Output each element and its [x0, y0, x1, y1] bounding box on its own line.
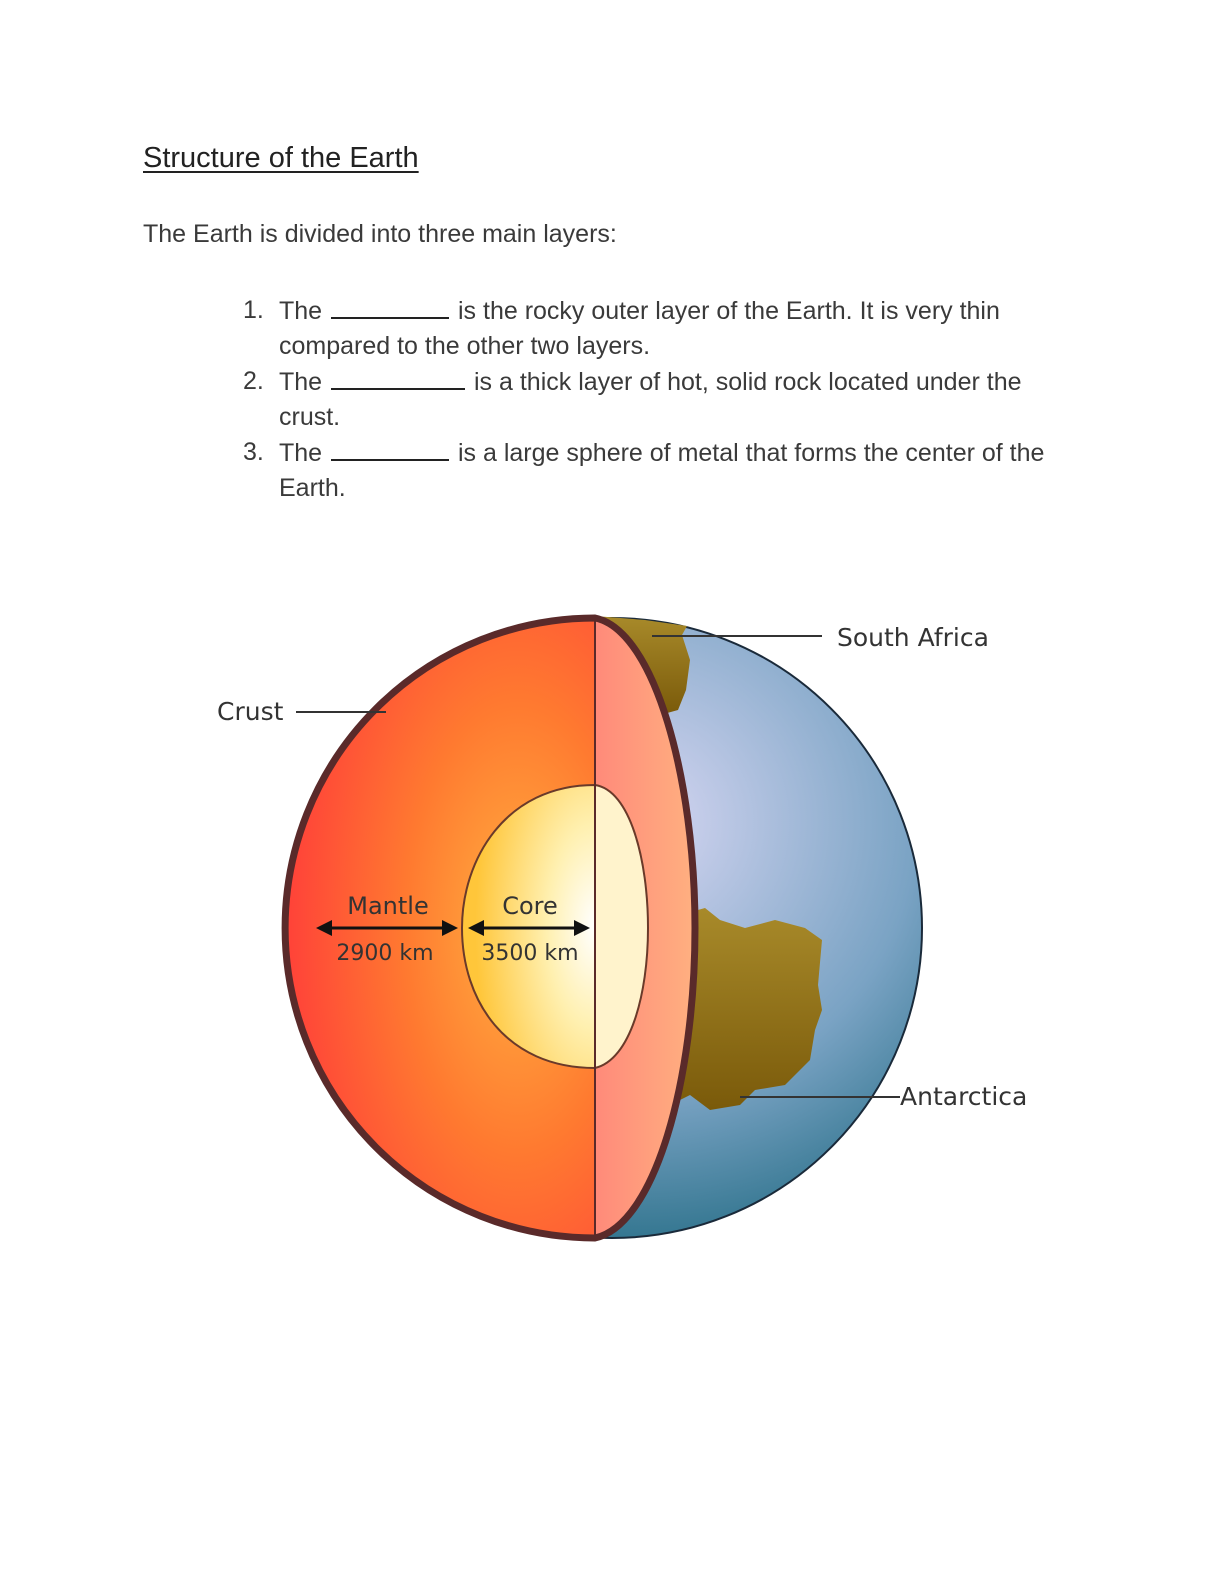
item-prefix: The: [279, 368, 323, 396]
item-text: is a thick layer of hot, solid rock located under the crust.: [279, 368, 1022, 431]
page-title: Structure of the Earth: [143, 142, 419, 174]
answer-blank[interactable]: [331, 364, 465, 390]
item-prefix: The: [279, 439, 323, 467]
intro-text: The Earth is divided into three main layers:: [143, 220, 617, 248]
list-item: [243, 435, 1073, 506]
answer-blank[interactable]: [331, 435, 449, 461]
list-item: [243, 293, 1073, 364]
item-text: is the rocky outer layer of the Earth. It is very thin compared to the other two layers.: [279, 297, 1000, 360]
south-africa-label: South Africa: [837, 623, 989, 652]
answer-blank[interactable]: [331, 293, 449, 319]
list-item: [243, 364, 1073, 435]
core-depth-label: 3500 km: [481, 941, 579, 966]
mantle-label: Mantle: [347, 892, 429, 920]
core-label: Core: [502, 892, 558, 920]
item-number: 1.: [243, 296, 264, 324]
antarctica-label: Antarctica: [900, 1082, 1028, 1111]
crust-label: Crust: [217, 697, 284, 726]
item-prefix: The: [279, 297, 323, 325]
earth-structure-diagram: [200, 590, 1080, 1270]
item-number: 2.: [243, 367, 264, 395]
mantle-depth-label: 2900 km: [336, 941, 434, 966]
item-number: 3.: [243, 438, 264, 466]
item-text: is a large sphere of metal that forms the center of the Earth.: [279, 439, 1045, 502]
question-list: [243, 293, 1073, 506]
